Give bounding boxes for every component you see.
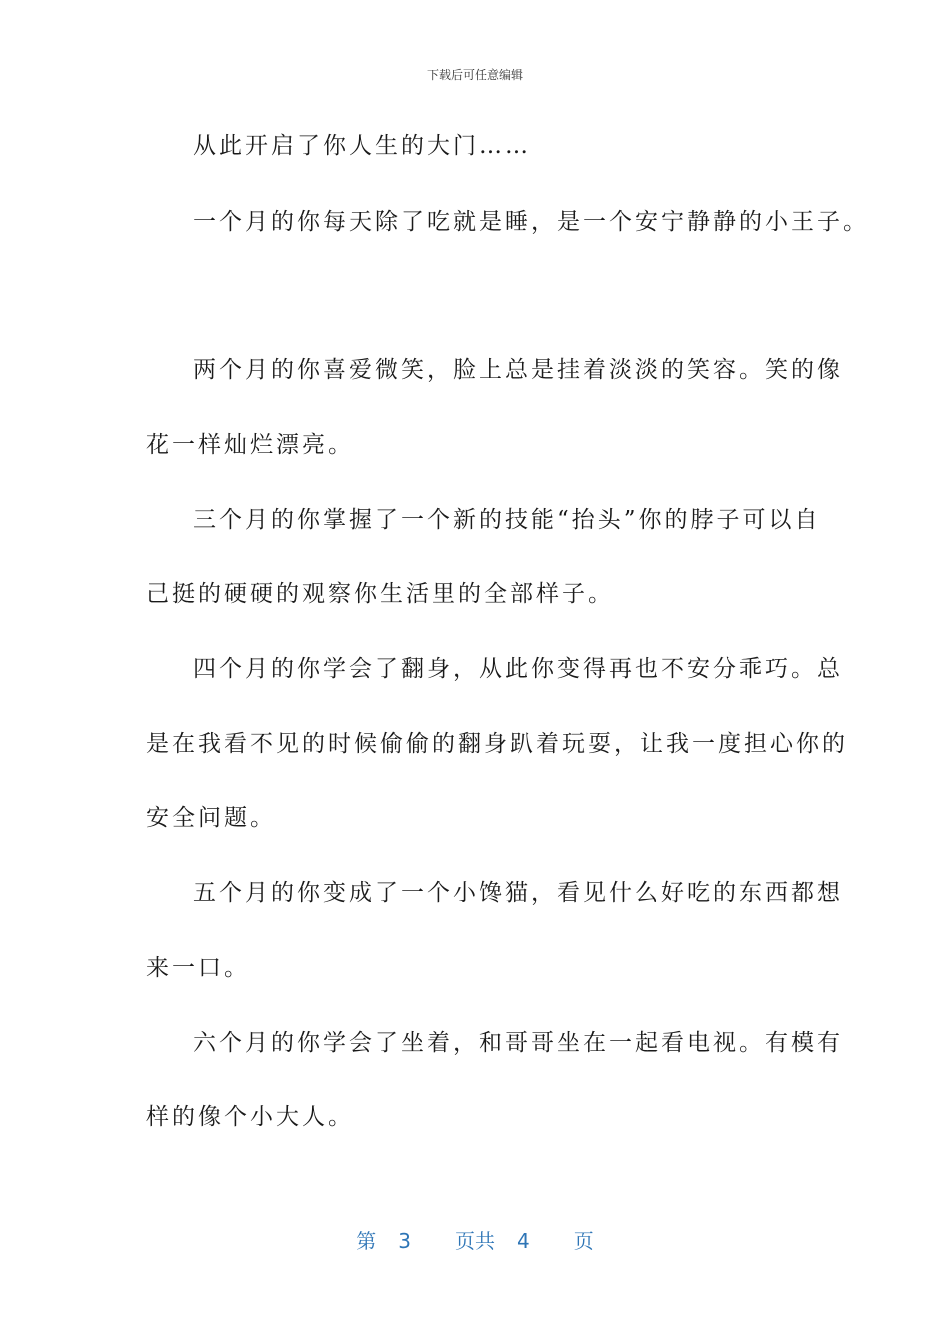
footer-total-pages: 4 xyxy=(517,1229,530,1253)
footer-suffix: 页 xyxy=(573,1229,594,1253)
paragraph-line: 一个月的你每天除了吃就是睡，是一个安宁静静的小王子。 xyxy=(193,209,869,235)
footer-prefix: 第 xyxy=(356,1229,377,1253)
paragraph-line: 三个月的你掌握了一个新的技能“抬头”你的脖子可以自 xyxy=(193,507,821,533)
paragraph-line: 五个月的你变成了一个小馋猫，看见什么好吃的东西都想 xyxy=(193,880,843,906)
paragraph-line: 安全问题。 xyxy=(146,805,276,831)
paragraph-line: 样的像个小大人。 xyxy=(146,1104,354,1130)
paragraph-line: 两个月的你喜爱微笑，脸上总是挂着淡淡的笑容。笑的像 xyxy=(193,357,843,383)
paragraph-line: 是在我看不见的时候偷偷的翻身趴着玩耍，让我一度担心你的 xyxy=(146,731,848,757)
paragraph-line: 四个月的你学会了翻身，从此你变得再也不安分乖巧。总 xyxy=(193,656,843,682)
paragraph-line: 己挺的硬硬的观察你生活里的全部样子。 xyxy=(146,581,614,607)
footer-middle: 页共 xyxy=(455,1229,495,1253)
paragraph-line: 从此开启了你人生的大门…… xyxy=(193,133,531,159)
page-footer xyxy=(0,1225,950,1254)
footer-current-page: 3 xyxy=(398,1229,411,1253)
paragraph-line: 来一口。 xyxy=(146,955,250,981)
header-note: 下载后可任意编辑 xyxy=(426,68,523,82)
paragraph-line: 花一样灿烂漂亮。 xyxy=(146,432,354,458)
paragraph-line: 六个月的你学会了坐着，和哥哥坐在一起看电视。有模有 xyxy=(193,1030,843,1056)
